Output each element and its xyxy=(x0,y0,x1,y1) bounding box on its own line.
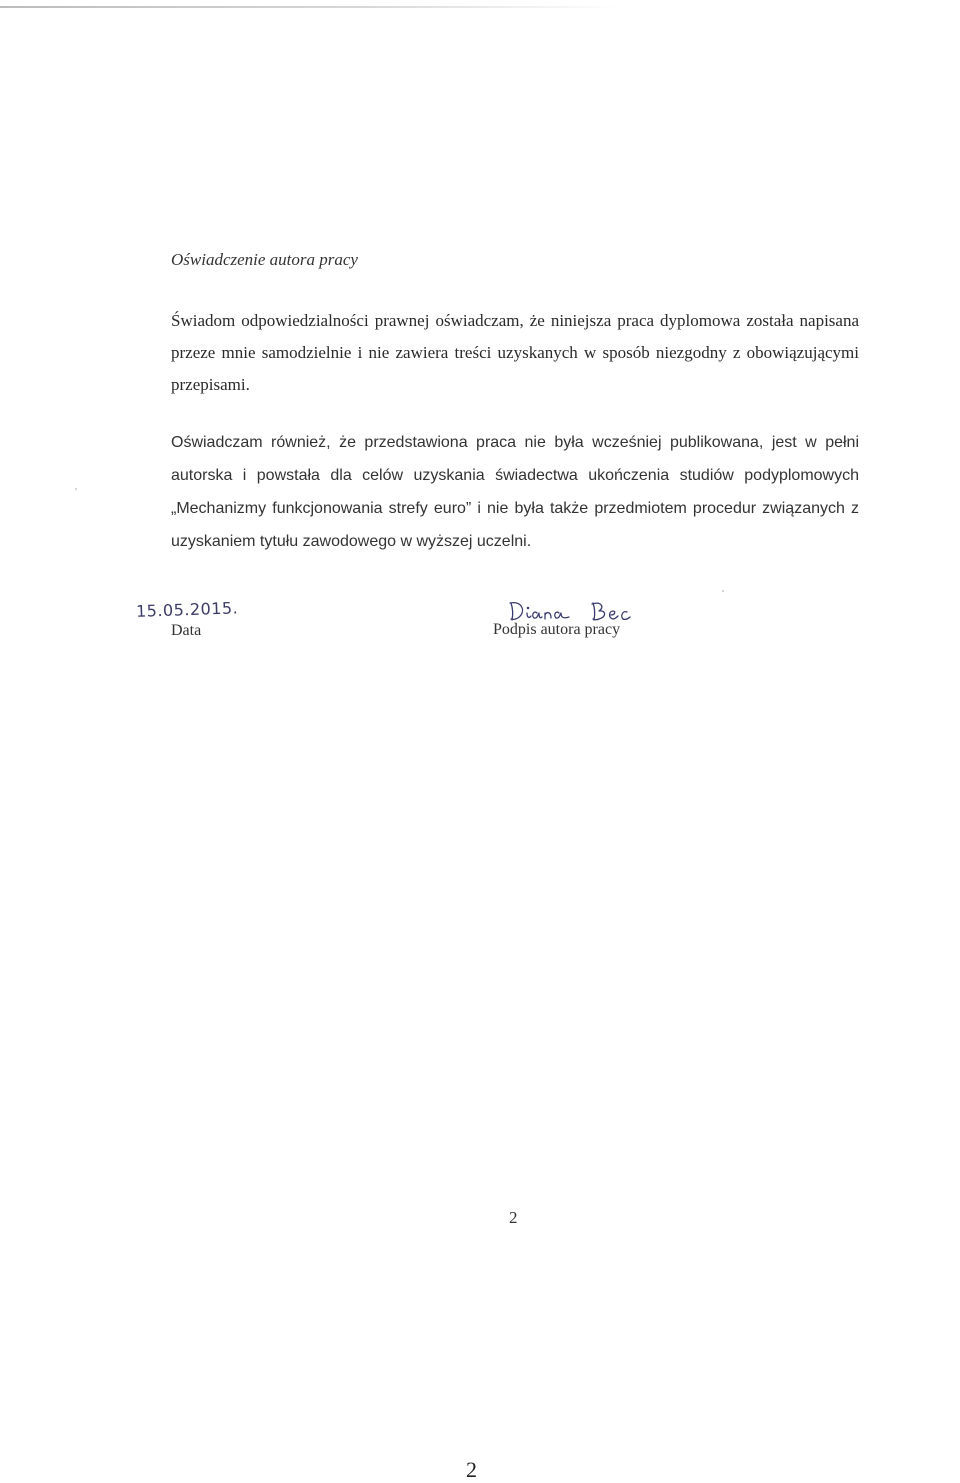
scan-artifact-line xyxy=(0,6,620,8)
statement-paragraph-1: Świadom odpowiedzialności prawnej oświadczam, że niniejsza praca dyplomowa została napisana przeze mnie samodzielnie i nie zawiera treści uzyskanych w sposób niezgodny z obowiązującymi przepisami. xyxy=(171,311,859,394)
handwritten-date: 15.05.2015. xyxy=(135,598,239,621)
statement-title: Oświadczenie autora pracy xyxy=(171,250,358,269)
scan-speck xyxy=(75,488,77,490)
scan-page-number: 2 xyxy=(466,1457,477,1482)
page-number: 2 xyxy=(509,1208,518,1227)
statement-paragraph-2: Oświadczam również, że przedstawiona praca nie była wcześniej publikowana, jest w pełni autorska i powstała dla celów uzyskania świadectwa ukończenia studiów podyplomowych „Mechanizmy funkcjonowania strefy euro” i nie była także przedmiotem procedur związanych z uzyskaniem tytułu zawodowego w wyższej uczelni. xyxy=(171,434,859,550)
scan-speck xyxy=(722,590,724,592)
date-block xyxy=(135,598,246,639)
signature-label: Podpis autora pracy xyxy=(493,621,621,638)
date-label: Data xyxy=(171,622,202,639)
